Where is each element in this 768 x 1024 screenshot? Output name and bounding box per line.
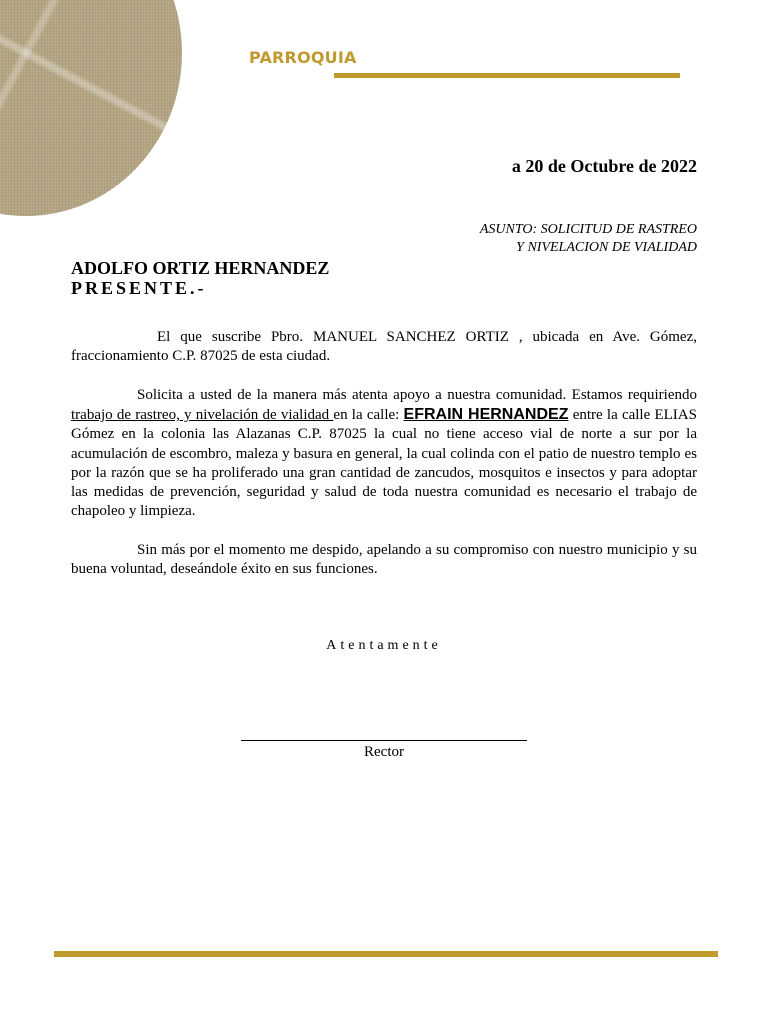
signature-title: Rector [364,744,404,760]
footer-gold-rule [54,951,718,957]
body-paragraph-1 [71,328,697,366]
decorative-linen-circle [0,0,182,216]
organization-heading: PARROQUIA [249,48,357,67]
paragraph-3-text: Sin más por el momento me despido, apelando a su compromiso con nuestro municipio y su buena voluntad, deseándole éxito en sus funciones. [71,542,697,578]
body-paragraph-3 [71,541,697,579]
paragraph-2-body: entre la calle ELIAS Gómez en la colonia las Alazanas C.P. 87025 la cual no tiene acceso vial de norte a sur por la acumulación de escombro, maleza y basura en general, la cual colinda con el patio de nuestro templo es por la razón que se ha proliferado una gran cantidad de zancudos, mosquitos e insectos y para adoptar las medidas de prevención, seguridad y salud de toda nuestra comunidad es necesario el trabajo de chapoleo y limpieza. [71,407,697,520]
letter-date: a 20 de Octubre de 2022 [511,156,697,176]
paragraph-2-street-prefix: en la calle: [333,407,404,424]
body-paragraph-2 [71,386,697,521]
header-gold-rule [334,73,680,78]
subject-line-1: ASUNTO: SOLICITUD DE RASTREO [479,222,697,237]
subject-line-2: Y NIVELACION DE VIALIDAD [516,240,697,255]
paragraph-2-intro: Solicita a usted de la manera más atenta apoyo a nuestra comunidad. Estamos requiriendo [137,387,697,403]
closing-atentamente: Atentamente [326,638,442,653]
signature-line [241,740,527,741]
street-name: EFRAIN HERNANDEZ [403,406,569,424]
requested-work-underlined: trabajo de rastreo, y nivelación de vialidad [71,407,334,424]
subject-block [480,221,697,257]
presente-salutation: PRESENTE.- [71,278,207,298]
paragraph-1-text: El que suscribe Pbro. MANUEL SANCHEZ ORTIZ , ubicada en Ave. Gómez, fraccionamiento C.P. 87025 de esta ciudad. [71,329,697,365]
recipient-name: ADOLFO ORTIZ HERNANDEZ [71,258,330,278]
